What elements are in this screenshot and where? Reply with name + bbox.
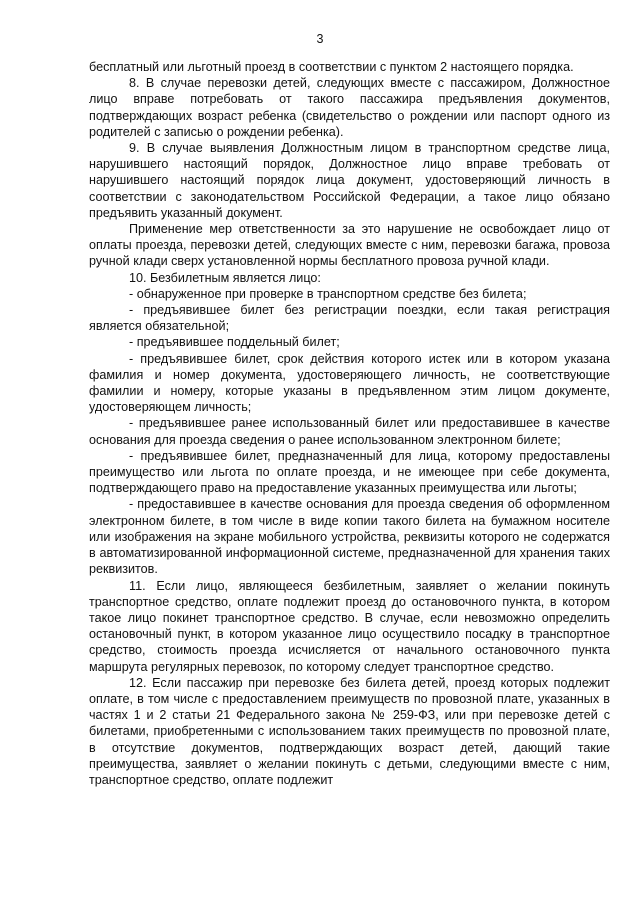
paragraph-p9: - предъявившее ранее использованный билет или предоставившее в качестве основания для проезда сведения о ранее использованном электронном билете; [89, 416, 610, 447]
paragraph-p12: 11. Если лицо, являющееся безбилетным, заявляет о желании покинуть транспортное средство, оплате подлежит проезд до остановочного пункта, в котором такое лицо покинет транспортное средство. В случае, если невозможно определить остановочный пункт, в котором указанное лицо осуществило посадку в транспортное средство, стоимость проезда исчисляется от начального остановочного пункта маршрута регулярных перевозок, по которому следует транспортное средство. [89, 578, 610, 674]
paragraph-p8: - предъявившее билет, срок действия которого истек или в котором указана фамилия и номер документа, удостоверяющего личность, не соответствующие фамилии и номеру, которые указаны в предъявленном этим лицом документе, удостоверяющем личность; [89, 351, 610, 415]
paragraph-p7: - предъявившее поддельный билет; [129, 335, 340, 350]
paragraph-p3: Применение мер ответственности за это нарушение не освобождает лицо от оплаты проезда, перевозки детей, следующих вместе с ним, перевозки багажа, провоза ручной клади сверх установленной нормы бесплатного провоза ручной клади. [89, 222, 610, 269]
paragraph-p1: 8. В случае перевозки детей, следующих вместе с пассажиром, Должностное лицо вправе потребовать от такого пассажира предъявления документов, подтверждающих возраст ребенка (свидетельство о рождении или паспорт одного из родителей с записью о рождении ребенка). [89, 76, 610, 139]
paragraph-p13: 12. Если пассажир при перевозке без билета детей, проезд которых подлежит оплате, в том числе с предоставлением преимуществ по провозной плате, указанных в частях 1 и 2 статьи 21 Федерального закона № 259-ФЗ, или при перевозке детей с билетами, приобретенными с использованием таких преимуществ по провозной плате, в отсутствие документов, подтверждающих возраст детей, дающий такие преимущества, заявляет о желании покинуть с детьми, следующими вместе с ним, транспортное средство, оплате подлежит [89, 675, 610, 787]
document-body [89, 59, 610, 788]
paragraph-p10: - предъявившее билет, предназначенный для лица, которому предоставлены преимущество или льгота по оплате проезда, и не имеющее при себе документа, подтверждающего право на предоставление указанных преимущества или льготы; [89, 448, 610, 496]
paragraph-p4: 10. Безбилетным является лицо: [129, 270, 321, 285]
paragraph-p2: 9. В случае выявления Должностным лицом в транспортном средстве лица, нарушившего настоящий порядок, Должностное лицо вправе требовать от нарушившего настоящий порядок лица документ, удостоверяющий личность в соответствии с законодательством Российской Федерации, а такое лицо обязано предъявить указанный документ. [89, 141, 610, 220]
paragraph-p0: бесплатный или льготный проезд в соответствии с пунктом 2 настоящего порядка. [89, 60, 574, 74]
page-number: 3 [316, 32, 324, 46]
paragraph-p5: - обнаруженное при проверке в транспортном средстве без билета; [129, 286, 527, 301]
paragraph-p6: - предъявившее билет без регистрации поездки, если такая регистрация является обязательной; [89, 303, 610, 334]
paragraph-p11: - предоставившее в качестве основания для проезда сведения об оформленном электронном билете, в том числе в виде копии такого билета на бумажном носителе или изображения на экране мобильного устройства, реквизиты которого не содержатся в автоматизированной информационной системе, предназначенной для хранения таких реквизитов. [89, 497, 610, 577]
